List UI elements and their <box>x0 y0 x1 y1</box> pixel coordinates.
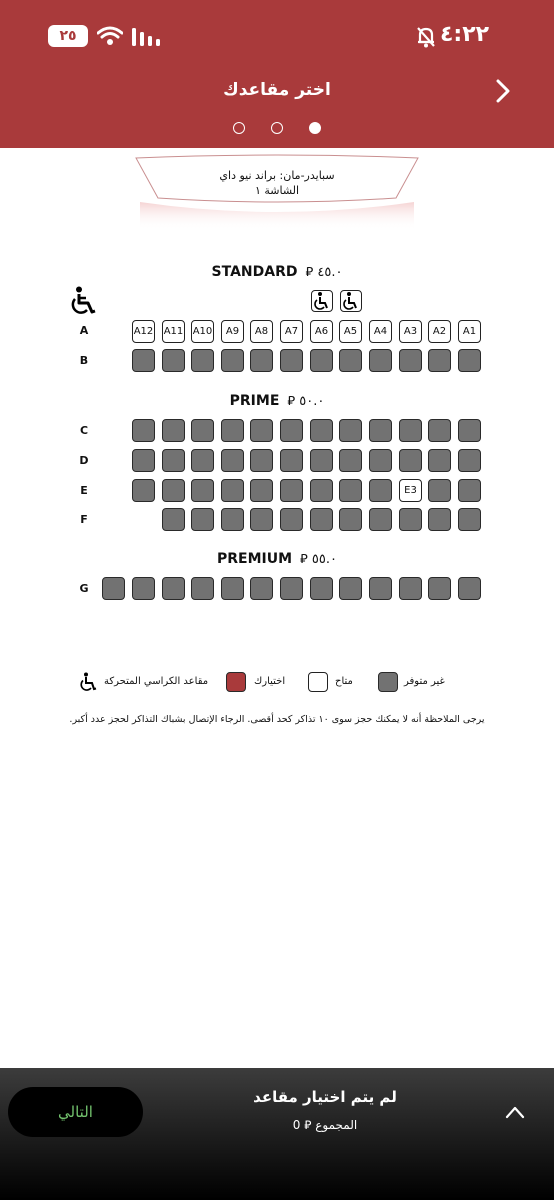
seat-unavailable <box>428 479 451 502</box>
status-bar <box>0 0 554 70</box>
seat-a7[interactable]: A7 <box>280 320 303 343</box>
legend-unavailable-label: غير متوفر <box>404 676 445 687</box>
legend-selected-label: اختيارك <box>254 676 286 687</box>
seat-unavailable <box>132 479 155 502</box>
seat-unavailable <box>339 349 362 372</box>
seat-unavailable <box>191 577 214 600</box>
seat-unavailable <box>191 349 214 372</box>
section-name: PREMIUM <box>216 551 293 567</box>
seat-unavailable <box>458 449 481 472</box>
seat-unavailable <box>280 577 303 600</box>
legend-available-swatch <box>308 672 328 692</box>
seat-unavailable <box>191 449 214 472</box>
seat-unavailable <box>221 479 244 502</box>
seat-unavailable <box>280 419 303 442</box>
currency-icon: ⃁ <box>304 1118 312 1132</box>
signal-icon <box>131 26 161 46</box>
step-dot-3-active <box>309 122 321 134</box>
section-prime <box>0 392 554 409</box>
seat-unavailable <box>458 508 481 531</box>
seat-unavailable <box>280 449 303 472</box>
seat-unavailable <box>310 419 333 442</box>
seat-unavailable <box>339 577 362 600</box>
seat-unavailable <box>132 419 155 442</box>
seat-unavailable <box>339 419 362 442</box>
screen-indicator <box>130 150 424 230</box>
clock: ٤:٢٢ <box>440 22 490 47</box>
seat-a2[interactable]: A2 <box>428 320 451 343</box>
seat-unavailable <box>221 508 244 531</box>
section-price: ٥٠.٠ <box>299 394 325 409</box>
seat-unavailable <box>399 419 422 442</box>
seat-legend <box>0 670 554 696</box>
section-price: ٤٥.٠ <box>317 265 343 280</box>
step-indicator <box>0 122 554 134</box>
seat-unavailable <box>221 449 244 472</box>
selection-status: لم يتم اختيار مقاعد <box>253 1088 397 1106</box>
seat-a3[interactable]: A3 <box>399 320 422 343</box>
seat-unavailable <box>458 479 481 502</box>
seat-unavailable <box>162 479 185 502</box>
seat-unavailable <box>162 577 185 600</box>
section-premium <box>0 550 554 567</box>
legend-unavailable-swatch <box>378 672 398 692</box>
next-button[interactable]: التالي <box>8 1087 143 1137</box>
wheelchair-icon <box>312 291 332 311</box>
seat-unavailable <box>250 577 273 600</box>
seat-a10[interactable]: A10 <box>191 320 214 343</box>
seat-unavailable <box>162 508 185 531</box>
seat-unavailable <box>280 508 303 531</box>
section-standard <box>0 263 554 280</box>
step-dot-1 <box>233 122 245 134</box>
seat-unavailable <box>191 508 214 531</box>
seat-unavailable <box>250 508 273 531</box>
seat-unavailable <box>250 449 273 472</box>
seat-unavailable <box>428 419 451 442</box>
seat-unavailable <box>428 508 451 531</box>
seat-unavailable <box>399 449 422 472</box>
currency-icon: ⃁ <box>287 394 296 409</box>
seat-unavailable <box>369 479 392 502</box>
wheelchair-seat[interactable] <box>311 290 333 312</box>
row-label-g: G <box>79 582 89 595</box>
legend-available-label: متاح <box>335 676 353 687</box>
mute-bell-icon <box>416 26 436 48</box>
wifi-icon <box>97 26 123 46</box>
wheelchair-icon <box>70 286 98 316</box>
seat-unavailable <box>221 419 244 442</box>
section-name: STANDARD <box>211 264 298 280</box>
seat-unavailable <box>369 349 392 372</box>
seat-unavailable <box>458 577 481 600</box>
legend-wheelchair-label: مقاعد الكراسي المتحركة <box>104 676 209 687</box>
seat-unavailable <box>102 577 125 600</box>
hall-name: الشاشة ١ <box>254 184 300 197</box>
seat-a5[interactable]: A5 <box>339 320 362 343</box>
seat-unavailable <box>369 449 392 472</box>
seat-unavailable <box>280 479 303 502</box>
total-value: 0 <box>292 1118 301 1132</box>
row-label-f: F <box>80 513 88 526</box>
step-dot-2 <box>271 122 283 134</box>
seat-unavailable <box>132 449 155 472</box>
seat-a8[interactable]: A8 <box>250 320 273 343</box>
seat-unavailable <box>428 349 451 372</box>
seat-unavailable <box>310 508 333 531</box>
seat-unavailable <box>369 508 392 531</box>
seat-unavailable <box>310 479 333 502</box>
seat-unavailable <box>250 419 273 442</box>
row-label-b: B <box>79 354 89 367</box>
seat-unavailable <box>458 419 481 442</box>
seat-unavailable <box>458 349 481 372</box>
seat-unavailable <box>162 449 185 472</box>
seat-unavailable <box>428 577 451 600</box>
seat-unavailable <box>399 508 422 531</box>
seat-a1[interactable]: A1 <box>458 320 481 343</box>
seat-unavailable <box>221 577 244 600</box>
seat-unavailable <box>250 349 273 372</box>
total-summary <box>200 1118 450 1133</box>
wheelchair-icon <box>341 291 361 311</box>
seat-unavailable <box>310 577 333 600</box>
header-bar <box>0 0 554 148</box>
row-label-a: A <box>79 324 89 337</box>
seat-unavailable <box>310 349 333 372</box>
seat-unavailable <box>339 508 362 531</box>
wheelchair-seat[interactable] <box>340 290 362 312</box>
seat-unavailable <box>399 577 422 600</box>
seat-unavailable <box>221 349 244 372</box>
seat-a9[interactable]: A9 <box>221 320 244 343</box>
page-title: اختر مقاعدك <box>223 80 331 100</box>
row-label-e: E <box>80 484 88 497</box>
seat-unavailable <box>132 577 155 600</box>
booking-note: يرجى الملاحظة أنه لا يمكنك حجز سوى ١٠ تذاكر كحد أقصى. الرجاء الإتصال بشباك التذاكر لحجز عدد أكبر. <box>69 714 485 725</box>
seat-a4[interactable]: A4 <box>369 320 392 343</box>
seat-unavailable <box>132 349 155 372</box>
chevron-up-icon[interactable] <box>505 1105 525 1119</box>
seat-a12[interactable]: A12 <box>132 320 155 343</box>
seat-e3[interactable]: E3 <box>399 479 422 502</box>
section-name: PRIME <box>229 393 280 409</box>
battery-indicator: ٢٥ <box>48 25 88 47</box>
row-label-c: C <box>79 424 89 437</box>
seat-unavailable <box>310 449 333 472</box>
seat-unavailable <box>162 349 185 372</box>
seat-unavailable <box>369 577 392 600</box>
seat-unavailable <box>339 449 362 472</box>
seat-unavailable <box>399 349 422 372</box>
seat-a6[interactable]: A6 <box>310 320 333 343</box>
bottom-summary-bar <box>0 1068 554 1200</box>
seat-unavailable <box>191 479 214 502</box>
wheelchair-icon <box>80 672 98 692</box>
seat-unavailable <box>280 349 303 372</box>
seat-unavailable <box>369 419 392 442</box>
seat-unavailable <box>191 419 214 442</box>
legend-selected-swatch <box>226 672 246 692</box>
movie-title: سبايدر-مان: براند نيو داي <box>219 169 335 182</box>
seat-unavailable <box>428 449 451 472</box>
seat-unavailable <box>162 419 185 442</box>
seat-unavailable <box>339 479 362 502</box>
section-price: ٥٥.٠ <box>311 552 337 567</box>
seat-unavailable <box>250 479 273 502</box>
currency-icon: ⃁ <box>300 552 308 567</box>
row-label-d: D <box>79 454 89 467</box>
total-label: المجموع <box>315 1118 358 1132</box>
chevron-right-icon[interactable] <box>490 78 516 104</box>
seat-a11[interactable]: A11 <box>162 320 185 343</box>
currency-icon: ⃁ <box>305 265 314 280</box>
